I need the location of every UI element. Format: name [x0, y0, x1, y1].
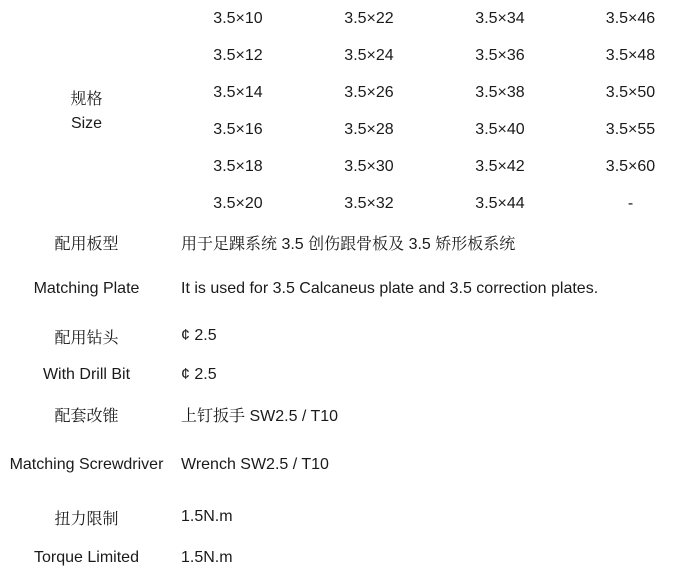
- row-label: 配用钻头: [1, 317, 173, 356]
- table-row: [1, 497, 695, 538]
- table-row: [1, 1, 695, 38]
- size-cell: 3.5×32: [304, 186, 435, 223]
- size-cell: 3.5×55: [566, 112, 695, 149]
- row-value: 用于足踝系统 3.5 创伤跟骨板及 3.5 矫形板系统: [173, 223, 695, 262]
- size-cell: 3.5×26: [304, 75, 435, 112]
- table-row: [1, 317, 695, 356]
- row-label: With Drill Bit: [1, 356, 173, 395]
- size-cell: 3.5×38: [435, 75, 566, 112]
- size-cell: 3.5×28: [304, 112, 435, 149]
- table-row: [1, 223, 695, 262]
- size-cell: 3.5×46: [566, 1, 695, 38]
- row-value: It is used for 3.5 Calcaneus plate and 3.5 correction plates.: [173, 262, 695, 317]
- size-cell: 3.5×40: [435, 112, 566, 149]
- row-label: 配套改锥: [1, 395, 173, 434]
- size-cell: 3.5×12: [173, 38, 304, 75]
- size-cell: 3.5×22: [304, 1, 435, 38]
- row-value: 1.5N.m: [173, 538, 695, 579]
- size-cell: 3.5×20: [173, 186, 304, 223]
- row-label: Torque Limited: [1, 538, 173, 579]
- table-row: [1, 262, 695, 317]
- row-label: Matching Screwdriver: [1, 434, 173, 497]
- row-value: ¢ 2.5: [173, 317, 695, 356]
- row-label: 配用板型: [1, 223, 173, 262]
- row-label: 扭力限制: [1, 497, 173, 538]
- size-cell: 3.5×18: [173, 149, 304, 186]
- size-cell: 3.5×50: [566, 75, 695, 112]
- size-cell: 3.5×14: [173, 75, 304, 112]
- row-value: 上钉扳手 SW2.5 / T10: [173, 395, 695, 434]
- size-cell: 3.5×16: [173, 112, 304, 149]
- size-cell: 3.5×48: [566, 38, 695, 75]
- size-label-en: Size: [9, 112, 164, 135]
- size-cell: 3.5×34: [435, 1, 566, 38]
- table-row: [1, 434, 695, 497]
- size-label-cell: [1, 1, 173, 223]
- table-row: [1, 356, 695, 395]
- size-cell: 3.5×30: [304, 149, 435, 186]
- size-cell: 3.5×44: [435, 186, 566, 223]
- table-row: [1, 538, 695, 579]
- row-label: Matching Plate: [1, 262, 173, 317]
- row-value: Wrench SW2.5 / T10: [173, 434, 695, 497]
- row-value: ¢ 2.5: [173, 356, 695, 395]
- table-row: [1, 395, 695, 434]
- size-cell: -: [566, 186, 695, 223]
- row-value: 1.5N.m: [173, 497, 695, 538]
- size-label-cn: 规格: [9, 88, 164, 111]
- size-cell: 3.5×60: [566, 149, 695, 186]
- size-cell: 3.5×42: [435, 149, 566, 186]
- size-cell: 3.5×10: [173, 1, 304, 38]
- size-cell: 3.5×36: [435, 38, 566, 75]
- size-cell: 3.5×24: [304, 38, 435, 75]
